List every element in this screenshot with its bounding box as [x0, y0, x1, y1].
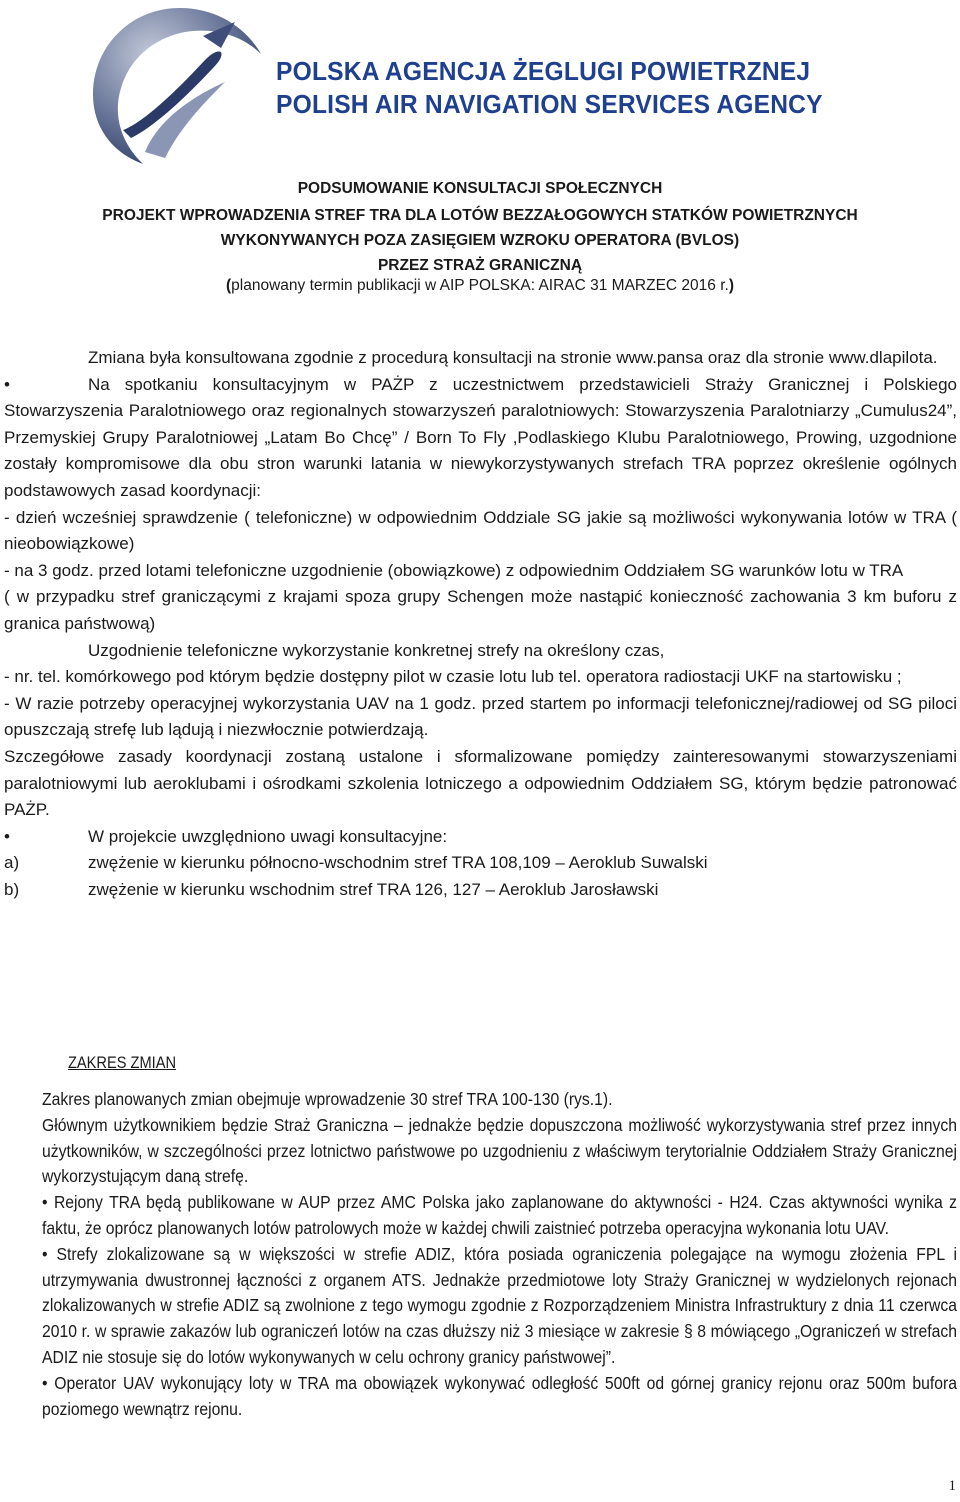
meeting-paragraph-text: Na spotkaniu konsultacyjnym w PAŻP z uczestnictwem przedstawicieli Straży Granicznej i Polskiego Stowarzyszenia Paralotniowego oraz regionalnych stowarzyszeń paralotniowych: Stowarzyszenia Paralotniarzy „Cumulus24”, Przemyskiej Grupy Paralotniowej „Latam Bo Chcę” / Born To Fly ,Podlaskiego Klubu Paralotniowego, Prowing, uzgodnione zostały kompromisowe dla obu stron warunki latania w niewykorzystywanych strefach TRA poprzez określenie ogólnych podstawowych zasad koordynacji: — [4, 374, 957, 500]
paren-open: ( — [225, 277, 232, 294]
zakres-paragraph: Zakres planowanych zmian obejmuje wprowadzenie 30 stref TRA 100-130 (rys.1). — [42, 1089, 613, 1109]
document-subtitle-line-1: PROJEKT WPROWADZENIA STREF TRA DLA LOTÓW BEZZAŁOGOWYCH STATKÓW POWIETRZNYCH — [102, 207, 858, 224]
rule-item: - W razie potrzeby operacyjnej wykorzystania UAV na 1 godz. przed startem po informacji telefonicznej/radiowej od SG piloci opuszczają strefę lub lądują i niezwłocznie potwierdzają. — [4, 693, 957, 740]
document-subtitle-line-3: PRZEZ STRAŻ GRANICZNĄ — [377, 257, 583, 274]
page-number: 1 — [948, 1478, 956, 1494]
rule-item: - na 3 godz. przed lotami telefoniczne uzgodnienie (obowiązkowe) z odpowiednim Oddziałem SG warunków lotu w TRA — [4, 560, 904, 580]
rule-item: - nr. tel. komórkowego pod którym będzie dostępny pilot w czasie lotu lub tel. operatora radiostacji UKF na startowisku ; — [4, 667, 902, 687]
zakres-bullet-paragraph: • Strefy zlokalizowane są w większości w strefie ADIZ, która posiada ograniczenia polegające na wymogu złożenia FPL i utrzymywania dwustronnej łączności z organem ATS. Jednakże przedmiotowe loty Straży Granicznej w wydzielonych rejonach zlokalizowanych w strefie ADIZ są zwolnione z tego wymogu zgodnie z Rozporządzeniem Ministra Infrastruktury z dnia 11 czerwca 2010 r. w sprawie zakazów lub ograniczeń lotów na czas dłuższy niż 3 miesiące w zakresie § 8 mówiącego „Ograniczeń w strefach ADIZ nie stosuje się do lotów wykonywanych w celu ochrony granicy państwowej”. — [42, 1243, 957, 1367]
bullet: • — [4, 826, 10, 846]
consultation-section — [4, 345, 957, 903]
bullet: • — [4, 374, 10, 394]
document-subtitle-line-2: WYKONYWANYCH POZA ZASIĘGIEM WZROKU OPERATORA (BVLOS) — [220, 232, 740, 249]
list-item-label: a) — [4, 853, 20, 873]
zakres-bullet-paragraph: • Operator UAV wykonujący loty w TRA ma obowiązek wykonywać odległość 500ft od górnej granicy rejonu oraz 500m bufora poziomego wewnątrz rejonu. — [42, 1372, 957, 1419]
publication-date-text: planowany termin publikacji w AIP POLSKA: AIRAC 31 MARZEC 2016 r. — [231, 277, 729, 294]
agency-name-english: POLISH AIR NAVIGATION SERVICES AGENCY — [276, 91, 823, 119]
list-item — [4, 850, 957, 877]
rule-item: ( w przypadku stref graniczącymi z krajami spoza grupy Schengen może nastąpić konieczność zachowania 3 km buforu z granica państwową) — [4, 587, 957, 633]
coordination-paragraph: Szczegółowe zasady koordynacji zostaną ustalone i sformalizowane pomiędzy zainteresowanymi stowarzyszeniami paralotniowymi lub aeroklubami i ośrodkami szkolenia lotniczego a odpowiednim Oddziałem SG, którym będzie patronować PAŻP. — [4, 746, 957, 820]
rule-item: - dzień wcześniej sprawdzenie ( telefoniczne) w odpowiednim Oddziale SG jakie są możliwości wykonywania lotów w TRA ( nieobowiązkowe) — [4, 507, 957, 554]
document-title: PODSUMOWANIE KONSULTACJI SPOŁECZNYCH — [297, 180, 663, 197]
list-item-text: zwężenie w kierunku wschodnim stref TRA 126, 127 – Aeroklub Jarosławski — [88, 879, 659, 899]
list-item — [4, 877, 957, 904]
meeting-paragraph — [4, 372, 957, 505]
zakres-section — [42, 1087, 957, 1422]
agency-name-polish: POLSKA AGENCJA ŻEGLUGI POWIETRZNEJ — [276, 58, 811, 86]
list-item-text: zwężenie w kierunku północno-wschodnim stref TRA 108,109 – Aeroklub Suwalski — [88, 853, 708, 873]
publication-date-note — [0, 277, 960, 295]
comments-heading — [4, 824, 957, 851]
rule-item: Uzgodnienie telefoniczne wykorzystanie konkretnej strefy na określony czas, — [88, 640, 665, 660]
zakres-paragraph: Głównym użytkownikiem będzie Straż Graniczna – jednakże będzie dopuszczona możliwość wykorzystywania stref przez innych użytkowników, w szczególności przez lotnictwo państwowe po uzgodnieniu z właściwym terytorialnie Oddziałem Straży Granicznej wykorzystującym daną strefę. — [42, 1114, 957, 1187]
section-heading-zakres: ZAKRES ZMIAN — [68, 1053, 177, 1072]
comments-heading-text: W projekcie uwzględniono uwagi konsultacyjne: — [88, 826, 448, 846]
paren-close: ) — [728, 277, 734, 294]
consultation-paragraph: Zmiana była konsultowana zgodnie z procedurą konsultacji na stronie www.pansa oraz dla stronie www.dlapilota. — [88, 348, 938, 367]
pansa-logo-icon — [85, 2, 275, 166]
list-item-label: b) — [4, 879, 20, 899]
zakres-bullet-paragraph: • Rejony TRA będą publikowane w AUP przez AMC Polska jako zaplanowane do aktywności - H24. Czas aktywności wynika z faktu, że oprócz planowanych lotów patrolowych może w każdej chwili zaistnieć potrzeba operacyjna wykonania lotu UAV. — [42, 1192, 957, 1238]
